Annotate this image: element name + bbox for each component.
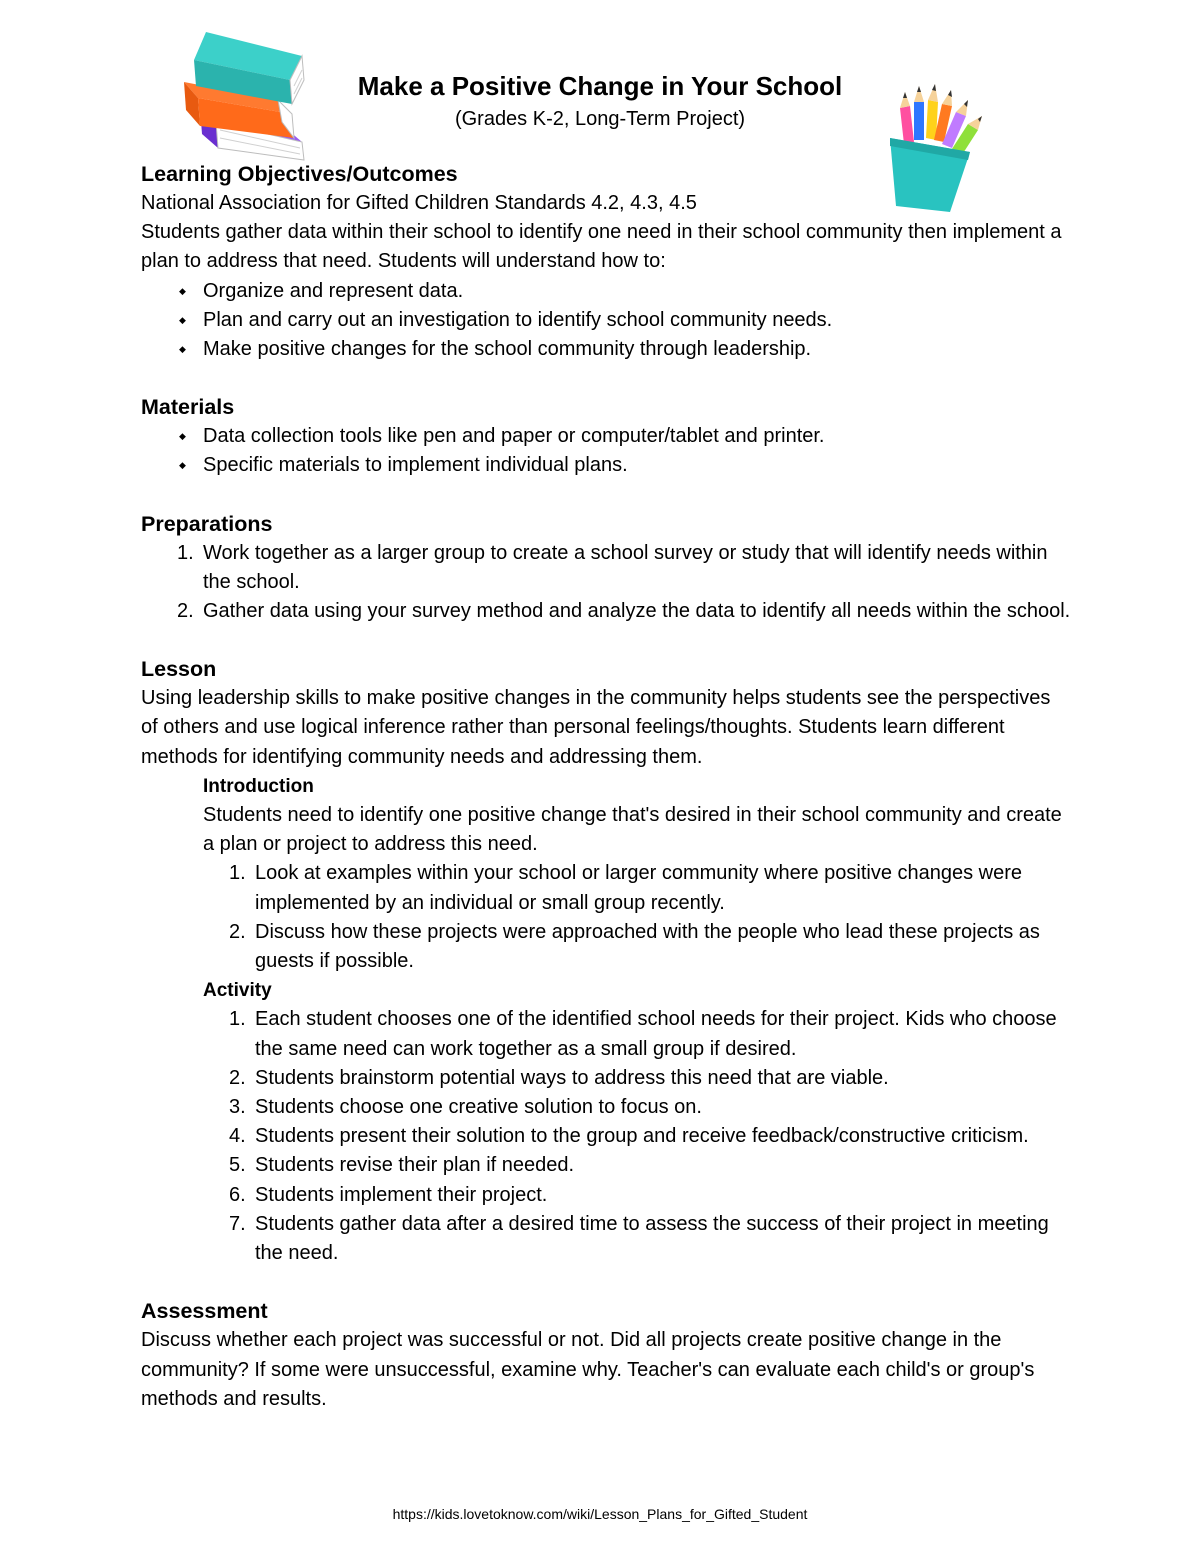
list-text: Each student chooses one of the identified school needs for their project. Kids who choose the same need can work together as a small group if desired. bbox=[255, 1008, 1057, 1060]
preparations-section bbox=[141, 510, 1071, 627]
lesson-heading: Lesson bbox=[141, 657, 217, 682]
list-number: 4. bbox=[229, 1125, 246, 1148]
preparations-list bbox=[141, 539, 1071, 627]
list-number: 7. bbox=[229, 1212, 246, 1235]
list-text: Students implement their project. bbox=[255, 1183, 548, 1206]
list-number: 2. bbox=[229, 1066, 246, 1089]
list-item bbox=[229, 859, 1071, 917]
page-title: Make a Positive Change in Your School bbox=[357, 71, 843, 101]
list-item bbox=[229, 1093, 1071, 1122]
objectives-section bbox=[141, 160, 1071, 364]
list-number: 3. bbox=[229, 1096, 246, 1119]
preparations-heading: Preparations bbox=[141, 511, 273, 536]
introduction-heading: Introduction bbox=[203, 775, 314, 797]
list-item bbox=[229, 1210, 1071, 1268]
introduction-list bbox=[141, 859, 1071, 976]
objectives-heading: Learning Objectives/Outcomes bbox=[141, 162, 458, 186]
list-number: 1. bbox=[229, 862, 246, 885]
list-item: ◆ Plan and carry out an investigation to identify school community needs. bbox=[203, 306, 1071, 335]
list-item bbox=[229, 1122, 1071, 1151]
list-item: ◆ Data collection tools like pen and paper or computer/tablet and printer. bbox=[203, 422, 1071, 451]
page-subtitle: (Grades K-2, Long-Term Project) bbox=[454, 108, 746, 130]
document-body bbox=[141, 160, 1071, 1414]
list-number: 1. bbox=[177, 541, 194, 564]
list-number: 1. bbox=[229, 1008, 246, 1031]
materials-list bbox=[141, 422, 1071, 480]
list-text: Work together as a larger group to create a school survey or study that will identify needs within the school. bbox=[203, 541, 1048, 593]
list-text: Students present their solution to the group and receive feedback/constructive criticism. bbox=[255, 1125, 1029, 1148]
list-item bbox=[229, 1005, 1071, 1063]
list-item bbox=[229, 1181, 1071, 1210]
list-text: Students gather data after a desired time to assess the success of their project in meeting the need. bbox=[255, 1212, 1049, 1265]
list-number: 6. bbox=[229, 1183, 246, 1206]
objectives-list bbox=[141, 277, 1071, 365]
list-text: Students choose one creative solution to focus on. bbox=[255, 1096, 702, 1119]
list-number: 2. bbox=[177, 600, 194, 623]
list-text: Discuss how these projects were approached with the people who lead these projects as guests if possible. bbox=[255, 920, 1040, 973]
list-item bbox=[177, 539, 1071, 597]
activity-heading: Activity bbox=[203, 980, 272, 1002]
list-item: ◆ Make positive changes for the school community through leadership. bbox=[203, 335, 1071, 364]
introduction-text: Students need to identify one positive change that's desired in their school community and create a plan or project to address this need. bbox=[203, 804, 1062, 856]
activity-list bbox=[141, 1005, 1071, 1268]
materials-heading: Materials bbox=[141, 395, 235, 420]
list-text: Students brainstorm potential ways to address this need that are viable. bbox=[255, 1066, 889, 1089]
materials-section bbox=[141, 393, 1071, 480]
list-number: 2. bbox=[229, 920, 246, 943]
lesson-intro: Using leadership skills to make positive changes in the community helps students see the perspectives of others and use logical inference rather than personal feelings/thoughts. Students learn different methods for identifying community needs and addressing them. bbox=[141, 687, 1051, 768]
list-text: Students revise their plan if needed. bbox=[255, 1154, 575, 1177]
assessment-section bbox=[141, 1297, 1071, 1414]
objectives-standards: National Association for Gifted Children Standards 4.2, 4.3, 4.5 bbox=[141, 192, 697, 214]
assessment-heading: Assessment bbox=[141, 1299, 268, 1324]
list-item bbox=[229, 918, 1071, 976]
list-item: ◆ Organize and represent data. bbox=[203, 277, 1071, 306]
list-item: ◆ Specific materials to implement individual plans. bbox=[203, 451, 1071, 480]
list-text: Gather data using your survey method and analyze the data to identify all needs within the school. bbox=[203, 600, 1071, 623]
list-number: 5. bbox=[229, 1154, 246, 1177]
objectives-intro: Students gather data within their school to identify one need in their school community then implement a plan to address that need. Students will understand how to: bbox=[141, 221, 1062, 273]
lesson-section bbox=[141, 655, 1071, 1268]
list-item bbox=[229, 1064, 1071, 1093]
list-item bbox=[229, 1151, 1071, 1180]
footer-url: https://kids.lovetoknow.com/wiki/Lesson_Plans_for_Gifted_Student bbox=[392, 1506, 808, 1522]
list-item bbox=[177, 597, 1071, 626]
assessment-text: Discuss whether each project was successful or not. Did all projects create positive change in the community? If some were unsuccessful, examine why. Teacher's can evaluate each child's or group's methods and results. bbox=[141, 1329, 1035, 1410]
list-text: Look at examples within your school or larger community where positive changes were implemented by an individual or small group recently. bbox=[255, 862, 1023, 914]
